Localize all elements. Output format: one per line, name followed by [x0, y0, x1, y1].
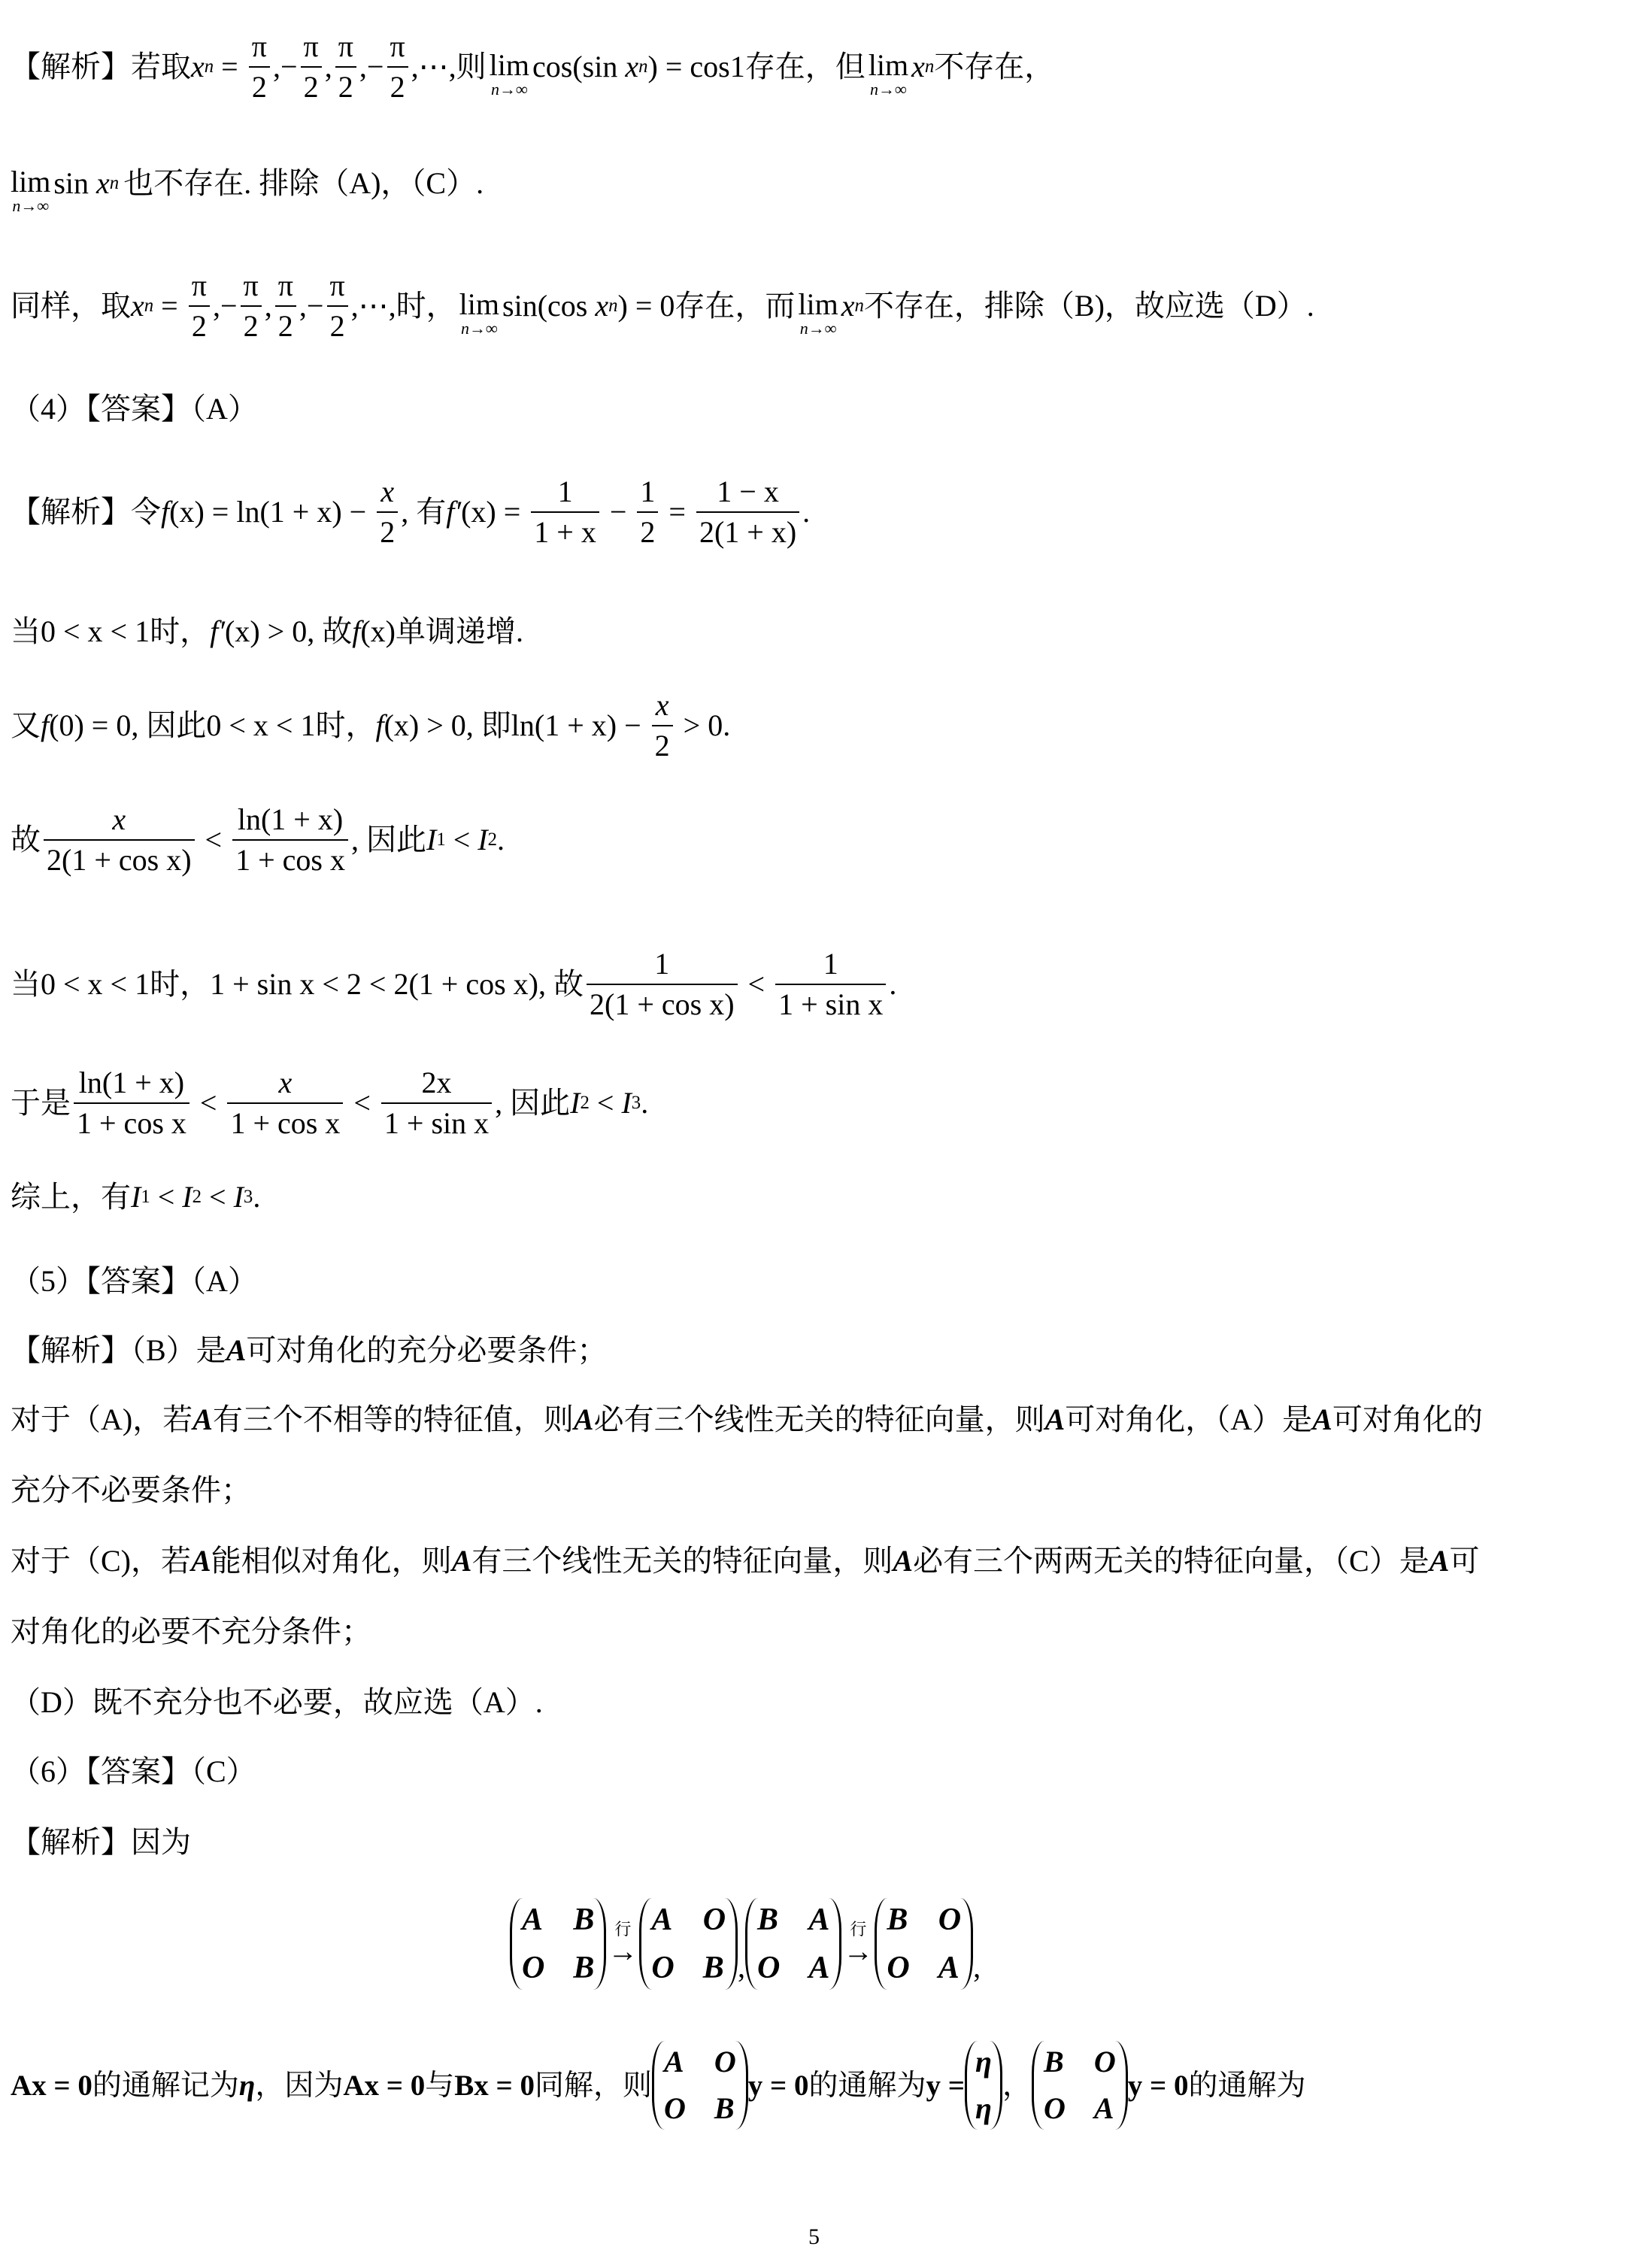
- fraction: [44, 802, 195, 877]
- expr: sin(cos: [502, 289, 596, 323]
- text: （D）既不充分也不必要，故应选（A）.: [11, 1685, 543, 1719]
- equation: Ax = 0: [11, 2069, 92, 2102]
- text: ，: [1002, 2069, 1032, 2102]
- fraction: [241, 268, 262, 343]
- fraction: [696, 477, 799, 547]
- limit: [459, 287, 500, 338]
- var-I: I: [233, 1180, 244, 1214]
- arrow-label: 行: [850, 1920, 867, 1939]
- line-10: [11, 1068, 648, 1139]
- equation: y = 0: [1127, 2069, 1189, 2102]
- sub: 3: [631, 1092, 641, 1113]
- limit: [489, 47, 530, 99]
- expr: (x) = ln(1 + x) −: [169, 495, 374, 529]
- cell: η: [975, 2091, 992, 2125]
- comma: ,: [264, 289, 272, 323]
- text: , 因此: [495, 1086, 571, 1120]
- text: 因此: [146, 708, 207, 742]
- num: 1: [557, 475, 573, 508]
- cell: O: [1093, 2045, 1116, 2078]
- num: x: [278, 1066, 293, 1099]
- num: π: [251, 29, 267, 63]
- den: 2(1 + cos x): [587, 984, 738, 1020]
- less-than: <: [445, 823, 478, 857]
- text: 当: [11, 967, 41, 1001]
- den: 2(1 + cos x): [44, 839, 195, 875]
- cell: B: [714, 2091, 735, 2125]
- den: 2: [301, 66, 322, 102]
- limit: [868, 47, 909, 99]
- para-5b: [11, 1402, 1483, 1436]
- text: 时，: [396, 289, 456, 323]
- text: 也不存在. 排除（A)，（C）.: [123, 166, 484, 201]
- var-x: x: [191, 50, 205, 83]
- equation: y =: [926, 2069, 966, 2102]
- expr: > 0.: [675, 708, 731, 742]
- var-I: I: [426, 823, 437, 857]
- dots: ,⋯,: [350, 289, 396, 323]
- text: , 有: [401, 495, 447, 529]
- text: 不存在，排除（B)，故应选（D）.: [863, 289, 1314, 323]
- comma: ,: [272, 50, 280, 83]
- expr: (0) = 0,: [49, 708, 147, 742]
- text: 【解析】令: [11, 495, 161, 529]
- block-matrix: [510, 1898, 606, 1990]
- matrix-A: A: [193, 1402, 213, 1436]
- fraction: [74, 1068, 189, 1139]
- den: 1 + sin x: [381, 1102, 492, 1139]
- cell: A: [664, 2045, 684, 2078]
- text: 必有三个线性无关的特征向量，则: [593, 1402, 1045, 1436]
- row-transform-arrow: [608, 1921, 638, 1966]
- text: 单调递增.: [395, 614, 523, 648]
- block-matrix: [875, 1898, 973, 1990]
- sub-n: n: [608, 295, 618, 316]
- lim-under: n→∞: [461, 318, 498, 338]
- expr: ) = cos1: [647, 50, 745, 83]
- answer-5: [11, 1266, 258, 1296]
- arrow-glyph: →: [843, 1934, 874, 1968]
- den: 1 + sin x: [775, 984, 886, 1020]
- less-than: <: [346, 1086, 378, 1120]
- text: 又: [11, 708, 41, 742]
- matrix-A: A: [1312, 1402, 1332, 1436]
- sub-n: n: [638, 56, 648, 77]
- cell: O: [522, 1951, 545, 1985]
- cell: A: [1093, 2091, 1114, 2125]
- limit: [11, 167, 50, 215]
- cell: O: [664, 2091, 686, 2125]
- fraction: [637, 477, 658, 547]
- page-number: 5: [808, 2224, 820, 2249]
- cell: O: [1043, 2091, 1066, 2125]
- den: 1 + cos x: [232, 839, 348, 875]
- cell: O: [757, 1951, 781, 1985]
- expr: 0 < x < 1: [41, 614, 150, 648]
- matrix-A: A: [191, 1544, 211, 1578]
- lim-under: n→∞: [491, 79, 528, 99]
- text: 【解析】若取: [11, 50, 191, 83]
- sub: 3: [243, 1186, 253, 1207]
- text: 于是: [11, 1086, 71, 1120]
- sub-n: n: [854, 295, 864, 316]
- text: 故: [11, 823, 41, 857]
- comma: ,: [738, 1950, 746, 1984]
- num: π: [191, 268, 207, 302]
- num: π: [277, 268, 293, 302]
- expr: 0 < x < 1: [206, 708, 316, 742]
- minus: −: [602, 495, 635, 529]
- num: 1: [640, 475, 656, 508]
- text: 的通解为: [808, 2069, 926, 2102]
- matrix-A: A: [893, 1544, 914, 1578]
- text: 不存在，: [934, 50, 1055, 83]
- fraction: [587, 949, 738, 1020]
- expr: 1 + sin x < 2 < 2(1 + cos x),: [210, 967, 553, 1001]
- cell: O: [938, 1903, 962, 1937]
- lim: lim: [489, 47, 530, 82]
- matrix-A: A: [1044, 1402, 1066, 1436]
- expr: 0 < x < 1: [41, 967, 150, 1001]
- den: 2: [327, 305, 348, 341]
- arrow-glyph: →: [608, 1934, 638, 1968]
- text: （6）【答案】（C）: [11, 1754, 256, 1788]
- line-7: [11, 690, 730, 761]
- num: x: [112, 802, 126, 836]
- var-eta: η: [238, 2069, 256, 2102]
- den: 2: [377, 511, 398, 547]
- vector-eta: [965, 2041, 1002, 2130]
- cell: O: [714, 2045, 736, 2078]
- fraction: [531, 477, 599, 547]
- comma: ,: [212, 289, 220, 323]
- var-f: f: [352, 614, 361, 648]
- line-11: [11, 1182, 260, 1212]
- para-5c: [11, 1475, 251, 1505]
- num: π: [329, 268, 345, 302]
- less-than: <: [740, 967, 773, 1001]
- line-8: [11, 802, 505, 877]
- fraction: [775, 949, 886, 1020]
- text: 存在，而: [675, 289, 796, 323]
- limit: [798, 287, 838, 338]
- var-f: f: [375, 708, 384, 742]
- fraction: [189, 268, 210, 343]
- var-x: x: [911, 50, 925, 83]
- den: 2(1 + x): [696, 511, 799, 547]
- line-3: [11, 268, 1314, 343]
- lim: lim: [11, 165, 51, 199]
- less-than: <: [202, 1180, 234, 1214]
- answer-4: [11, 394, 258, 424]
- lim-under: n→∞: [870, 79, 907, 99]
- cell: A: [808, 1903, 830, 1937]
- sub-n: n: [204, 56, 214, 77]
- equals: =: [214, 50, 246, 83]
- cell: B: [757, 1903, 779, 1937]
- expr: ) = 0: [617, 289, 675, 323]
- matrix-A: A: [573, 1402, 594, 1436]
- matrix-A: A: [1429, 1544, 1450, 1578]
- comma: ,: [359, 50, 367, 83]
- text: 故: [322, 614, 353, 648]
- den: 1 + cos x: [227, 1102, 343, 1139]
- text: 则: [456, 50, 487, 83]
- text: 的通解为: [1188, 2069, 1306, 2102]
- text: 可对角化，（A）是: [1065, 1402, 1313, 1436]
- den: 2: [335, 66, 356, 102]
- num: x: [655, 688, 669, 722]
- comma: ,: [324, 50, 332, 83]
- den: 2: [652, 725, 673, 761]
- fraction: [227, 1068, 343, 1139]
- fraction: [652, 690, 673, 761]
- cell: A: [522, 1903, 544, 1937]
- cell: A: [938, 1951, 960, 1985]
- text: 时，: [315, 708, 376, 742]
- text: 故: [553, 967, 584, 1001]
- block-matrix: [652, 2041, 748, 2130]
- num: ln(1 + x): [78, 1066, 185, 1099]
- line-9: [11, 949, 896, 1020]
- answer-6: [11, 1754, 256, 1788]
- cell: O: [702, 1903, 726, 1937]
- less-than: <: [192, 1086, 225, 1120]
- matrix-A: A: [226, 1333, 247, 1367]
- text: 的通解记为: [92, 2069, 239, 2102]
- text: （4）【答案】（A）: [11, 392, 258, 426]
- expr: (x) > 0,: [384, 708, 481, 742]
- cell: B: [573, 1903, 595, 1937]
- num: π: [303, 29, 319, 63]
- sub-n: n: [144, 295, 154, 316]
- comma: ,: [973, 1950, 981, 1984]
- minus: −: [306, 289, 324, 323]
- fraction: [249, 29, 270, 104]
- var-x: x: [131, 289, 144, 323]
- fraction: [377, 477, 398, 547]
- block-matrix: [1032, 2041, 1128, 2130]
- expr: cos(sin: [532, 50, 626, 83]
- text: 对于（A)，若: [11, 1402, 193, 1436]
- num: π: [338, 29, 353, 63]
- dots: ,⋯,: [411, 50, 456, 83]
- line-2: [11, 159, 484, 215]
- sub: 2: [192, 1186, 202, 1207]
- text: , 因此: [350, 823, 426, 857]
- para-6a: [11, 1827, 191, 1857]
- less-than: <: [197, 823, 230, 857]
- lim: lim: [798, 287, 838, 321]
- den: 2: [387, 66, 408, 102]
- den: 2: [189, 305, 210, 341]
- expr: ln(1 + x) −: [511, 708, 649, 742]
- sub: 2: [487, 829, 498, 850]
- var-fprime: f′: [446, 495, 462, 529]
- last-line: [11, 2041, 1306, 2130]
- var-x: x: [595, 289, 609, 323]
- block-matrix: [745, 1898, 841, 1990]
- fraction: [232, 802, 348, 877]
- text: 可对角化的充分必要条件；: [246, 1333, 608, 1367]
- para-5a: [11, 1333, 608, 1367]
- lim: lim: [459, 287, 500, 321]
- arrow-label: 行: [614, 1920, 632, 1939]
- text: 有三个不相等的特征值，则: [212, 1402, 574, 1436]
- fraction: [387, 29, 408, 104]
- num: ln(1 + x): [237, 802, 344, 836]
- less-than: <: [589, 1086, 622, 1120]
- expr: (x) =: [461, 495, 529, 529]
- equation: Bx = 0: [454, 2069, 535, 2102]
- text: 能相似对角化，则: [211, 1544, 452, 1578]
- minus: −: [220, 289, 238, 323]
- fraction: [326, 268, 347, 343]
- matrix-line: [510, 1898, 981, 1990]
- para-5f: [11, 1687, 543, 1718]
- text: 同样，取: [11, 289, 131, 323]
- period: .: [802, 495, 811, 529]
- var-x: x: [625, 50, 639, 83]
- expr: sin: [53, 166, 97, 201]
- equation: Ax = 0: [343, 2069, 426, 2102]
- matrix-A: A: [451, 1544, 472, 1578]
- den: 2: [241, 305, 262, 341]
- num: 2x: [421, 1066, 452, 1099]
- num: π: [390, 29, 405, 63]
- text: 与: [425, 2069, 455, 2102]
- den: 2: [275, 305, 296, 341]
- lim-under: n→∞: [12, 196, 50, 215]
- var-fprime: f′: [210, 614, 225, 648]
- equation: y = 0: [747, 2069, 809, 2102]
- fraction: [275, 268, 296, 343]
- text: 必有三个两两无关的特征向量，（C）是: [913, 1544, 1429, 1578]
- fraction: [335, 29, 356, 104]
- minus: −: [280, 50, 298, 83]
- num: x: [380, 475, 395, 508]
- lim: lim: [868, 47, 909, 82]
- text: （5）【答案】（A）: [11, 1264, 258, 1298]
- text: 可对角化的: [1332, 1402, 1483, 1436]
- sub-n: n: [924, 56, 935, 77]
- var-I: I: [621, 1086, 632, 1120]
- text: ，因为: [255, 2069, 344, 2102]
- sub-n: n: [109, 172, 120, 193]
- text: 【解析】因为: [11, 1825, 191, 1859]
- text: 即: [481, 708, 511, 742]
- text: 综上，有: [11, 1180, 131, 1214]
- fraction: [381, 1068, 492, 1139]
- cell: O: [887, 1951, 910, 1985]
- cell: B: [702, 1951, 724, 1985]
- sub: 2: [580, 1092, 590, 1113]
- cell: η: [975, 2045, 992, 2078]
- sub: 1: [141, 1186, 150, 1207]
- var-f: f: [41, 708, 50, 742]
- equals: =: [661, 495, 693, 529]
- cell: B: [573, 1951, 595, 1985]
- equals: =: [153, 289, 186, 323]
- minus: −: [366, 50, 384, 83]
- text: 可: [1449, 1544, 1480, 1578]
- text: 【解析】（B）是: [11, 1333, 226, 1367]
- text: 对角化的必要不充分条件；: [11, 1615, 371, 1648]
- var-x: x: [841, 289, 855, 323]
- text: 时，: [150, 614, 211, 648]
- block-matrix: [639, 1898, 738, 1990]
- sub: 1: [436, 829, 446, 850]
- fraction: [301, 29, 322, 104]
- cell: A: [808, 1951, 830, 1985]
- den: 2: [637, 511, 658, 547]
- line-1: [11, 29, 1055, 104]
- para-5e: [11, 1617, 371, 1647]
- var-I: I: [131, 1180, 141, 1214]
- num: π: [243, 268, 259, 302]
- cell: B: [1043, 2045, 1064, 2078]
- text: 存在，但: [744, 50, 866, 83]
- text: 同解，则: [534, 2069, 652, 2102]
- line-5: [11, 477, 810, 547]
- cell: O: [651, 1951, 675, 1985]
- den: 1 + cos x: [74, 1102, 189, 1139]
- cell: A: [651, 1903, 673, 1937]
- row-transform-arrow: [843, 1921, 873, 1966]
- den: 1 + x: [531, 511, 599, 547]
- var-I: I: [182, 1180, 193, 1214]
- text: 当: [11, 614, 41, 648]
- den: 2: [249, 66, 270, 102]
- num: 1 − x: [717, 475, 779, 508]
- text: 对于（C)，若: [11, 1544, 191, 1578]
- text: 有三个线性无关的特征向量，则: [471, 1544, 893, 1578]
- period: .: [641, 1086, 649, 1120]
- text: 充分不必要条件；: [11, 1473, 251, 1507]
- period: .: [497, 823, 505, 857]
- cell: B: [887, 1903, 908, 1937]
- num: 1: [823, 947, 838, 981]
- var-x: x: [96, 166, 110, 201]
- lim-under: n→∞: [799, 318, 837, 338]
- var-I: I: [477, 823, 488, 857]
- num: 1: [654, 947, 670, 981]
- line-6: [11, 614, 523, 648]
- expr: (x): [360, 614, 396, 648]
- period: .: [889, 967, 897, 1001]
- var-f: f: [161, 495, 170, 529]
- expr: (x) > 0,: [225, 614, 323, 648]
- para-5d: [11, 1546, 1479, 1576]
- less-than: <: [150, 1180, 183, 1214]
- comma: ,: [299, 289, 307, 323]
- text: 时，: [150, 967, 211, 1001]
- period: .: [253, 1180, 261, 1214]
- var-I: I: [570, 1086, 581, 1120]
